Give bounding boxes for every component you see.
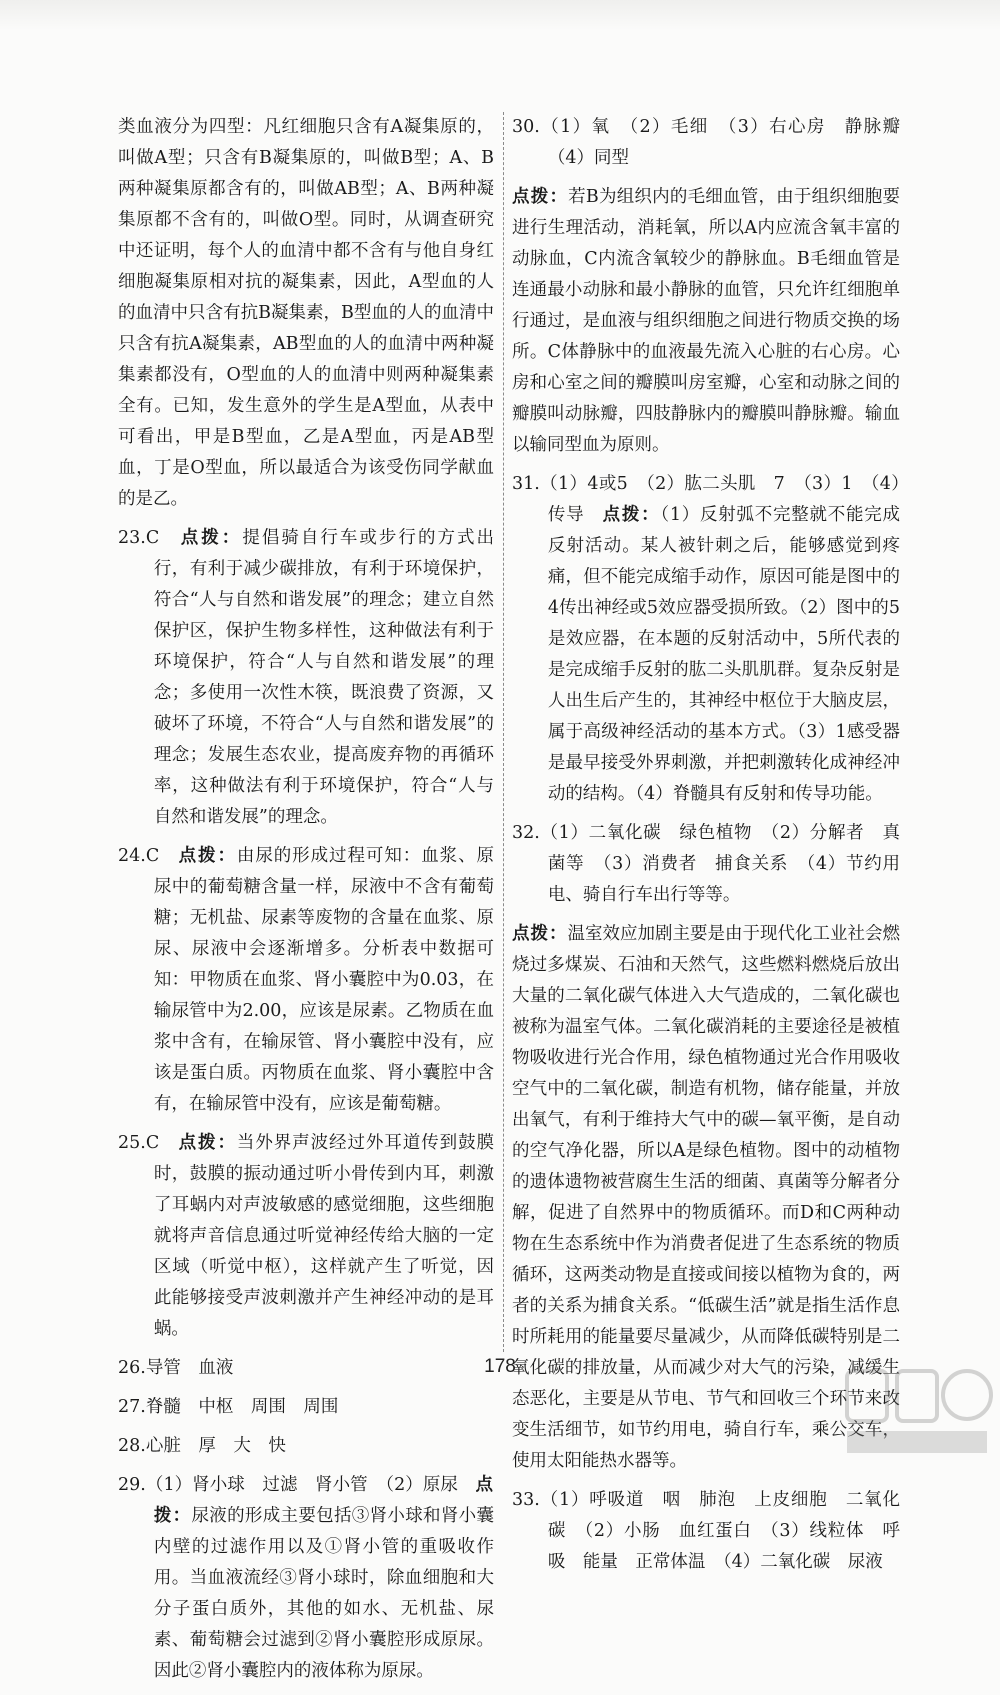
answer-label: 25.C: [118, 1133, 179, 1153]
explanation-text: 当外界声波经过外耳道传到鼓膜时，鼓膜的振动通过听小骨传到内耳，刺激了耳蜗内对声波敏感的感觉细胞，这些细胞就将声音信息通过听觉神经传给大脑的一定区域（听觉中枢），这样就产生了听觉，因此能够接受声波刺激并产生神经冲动的是耳蜗。: [153, 1133, 494, 1339]
tip-paragraph: [512, 182, 900, 461]
tip-label: 点拨：: [512, 187, 569, 207]
tip-label: 点拨：: [178, 846, 237, 866]
answer-item: [512, 112, 918, 174]
tip-label: 点拨：: [153, 1475, 494, 1526]
tip-label: 点拨：: [178, 1133, 237, 1153]
answer-item: [118, 841, 494, 1120]
answer-item: [512, 469, 900, 810]
answer-item: [512, 818, 900, 911]
page-number: 178: [484, 1356, 516, 1377]
answer-label: 23.C: [118, 528, 181, 548]
answer-item: [118, 1431, 494, 1462]
tip-label: 点拨：: [602, 505, 661, 525]
watermark-logo: [845, 1365, 995, 1460]
tip-label: 点拨：: [512, 924, 568, 944]
tip-paragraph: [512, 919, 900, 1477]
answer-item: [118, 1392, 494, 1423]
tip-label: 点拨：: [180, 528, 243, 548]
answer-label: 30.（1）氧 （2）毛细 （3）右心房 静脉瓣 （4）同型: [512, 117, 918, 168]
answer-label: 33.（1）呼吸道 咽 肺泡 上皮细胞 二氧化碳 （2）小肠 血红蛋白 （3）线粒体 呼吸 能量 正常体温 （4）二氧化碳 尿液: [512, 1490, 900, 1572]
explanation-text: 尿液的形成主要包括③肾小球和肾小囊内壁的过滤作用以及①肾小管的重吸收作用。当血液流经③肾小球时，除血细胞和大分子蛋白质外，其他的如水、无机盐、尿素、葡萄糖会过滤到②肾小囊腔形成原尿。因此②肾小囊腔内的液体称为原尿。: [153, 1506, 494, 1681]
explanation-text: 提倡骑自行车或步行的方式出行，有利于减少碳排放，有利于环境保护，符合“人与自然和谐发展”的理念；建立自然保护区，保护生物多样性，这种做法有利于环境保护，符合“人与自然和谐发展”的理念；多使用一次性木筷，既浪费了资源，又破坏了环境，不符合“人与自然和谐发展”的理念；发展生态农业，提高废弃物的再循环率，这种做法有利于环境保护，符合“人与自然和谐发展”的理念。: [153, 528, 494, 827]
column-divider: [503, 112, 504, 1352]
answer-label: 29.（1）肾小球 过滤 肾小管 （2）原尿: [118, 1475, 476, 1495]
answer-label: 28.心脏 厚 大 快: [118, 1436, 286, 1456]
answer-label: 26.导管 血液: [118, 1358, 234, 1378]
explanation-text: 若B为组织内的毛细血管，由于组织细胞要进行生理活动，消耗氧，所以A内应流含氧丰富的动脉血，C内流含氧较少的静脉血。B毛细血管是连通最小动脉和最小静脉的血管，只允许红细胞单行通过，是血液与组织细胞之间进行物质交换的场所。C体静脉中的血液最先流入心脏的右心房。心房和心室之间的瓣膜叫房室瓣，心室和动脉之间的瓣膜叫动脉瓣，四肢静脉内的瓣膜叫静脉瓣。输血以输同型血为原则。: [512, 187, 901, 455]
explanation-text: 由尿的形成过程可知：血浆、原尿中的葡萄糖含量一样，尿液中不含有葡萄糖；无机盐、尿素等废物的含量在血浆、原尿、尿液中会逐渐增多。分析表中数据可知：甲物质在血浆、肾小囊腔中为0.03，在输尿管中为2.00，应该是尿素。乙物质在血浆中含有，在输尿管、肾小囊腔中没有，应该是蛋白质。丙物质在血浆、肾小囊腔中含有，在输尿管中没有，应该是葡萄糖。: [153, 846, 494, 1114]
answer-item: [118, 1128, 494, 1345]
answer-label: 24.C: [118, 846, 179, 866]
answer-label: 32.（1）二氧化碳 绿色植物 （2）分解者 真菌等 （3）消费者 捕食关系 （4）节约用电、骑自行车出行等等。: [512, 823, 900, 905]
explanation-text: 温室效应加剧主要是由于现代化工业社会燃烧过多煤炭、石油和天然气，这些燃料燃烧后放出大量的二氧化碳气体进入大气造成的，二氧化碳也被称为温室气体。二氧化碳消耗的主要途径是被植物吸收进行光合作用，绿色植物通过光合作用吸收空气中的二氧化碳，制造有机物，储存能量，并放出氧气，有利于维持大气中的碳—氧平衡，是自动的空气净化器，所以A是绿色植物。图中的动植物的遗体遗物被营腐生生活的细菌、真菌等分解者分解，促进了自然界中的物质循环。而D和C两种动物在生态系统中作为消费者促进了生态系统的物质循环，这两类动物是直接或间接以植物为食的，两者的关系为捕食关系。“低碳生活”就是指生活作息时所耗用的能量要尽量减少，从而降低碳特别是二氧化碳的排放量，从而减少对大气的污染，减缓生态恶化，主要是从节电、节气和回收三个环节来改变生活细节，如节约用电，骑自行车，乘公交车，使用太阳能热水器等。: [512, 924, 900, 1471]
explanation-text: （1）反射弧不完整就不能完成反射活动。某人被针刺之后，能够感觉到疼痛，但不能完成缩手动作，原因可能是图中的4传出神经或5效应器受损所致。（2）图中的5是效应器，在本题的反射活动中，5所代表的是完成缩手反射的肱二头肌肌群。复杂反射是人出生后产生的，其神经中枢位于大脑皮层，属于高级神经活动的基本方式。（3）1感受器是最早接受外界刺激，并把刺激转化成神经冲动的结构。（4）脊髓具有反射和传导功能。: [547, 505, 900, 804]
answer-label: 31.（1）4或5 （2）肱二头肌 7 （3）1 （4）传导: [512, 474, 900, 525]
scan-top-shadow: [0, 0, 1000, 30]
explanation-text: 类血液分为四型：凡红细胞只含有A凝集原的，叫做A型；只含有B凝集原的，叫做B型；A、B两种凝集原都含有的，叫做AB型；A、B两种凝集原都不含有的，叫做O型。同时，从调查研究中还证明，每个人的血清中都不含有与他自身红细胞凝集原相对抗的凝集素，因此，A型血的人的血清中只含有抗B凝集素，B型血的人的血清中只含有抗A凝集素，AB型血的人的血清中两种凝集素都没有，O型血的人的血清中则两种凝集素全有。已知，发生意外的学生是A型血，从表中可看出，甲是B型血，乙是A型血，丙是AB型血，丁是O型血，所以最适合为该受伤同学献血的是乙。: [118, 117, 494, 509]
continued-paragraph: [118, 112, 494, 515]
answer-label: 27.脊髓 中枢 周围 周围: [118, 1397, 339, 1417]
answer-item: [118, 523, 494, 833]
left-column: [118, 112, 494, 1695]
answer-item: [118, 1470, 494, 1687]
answer-item: [512, 1485, 900, 1578]
